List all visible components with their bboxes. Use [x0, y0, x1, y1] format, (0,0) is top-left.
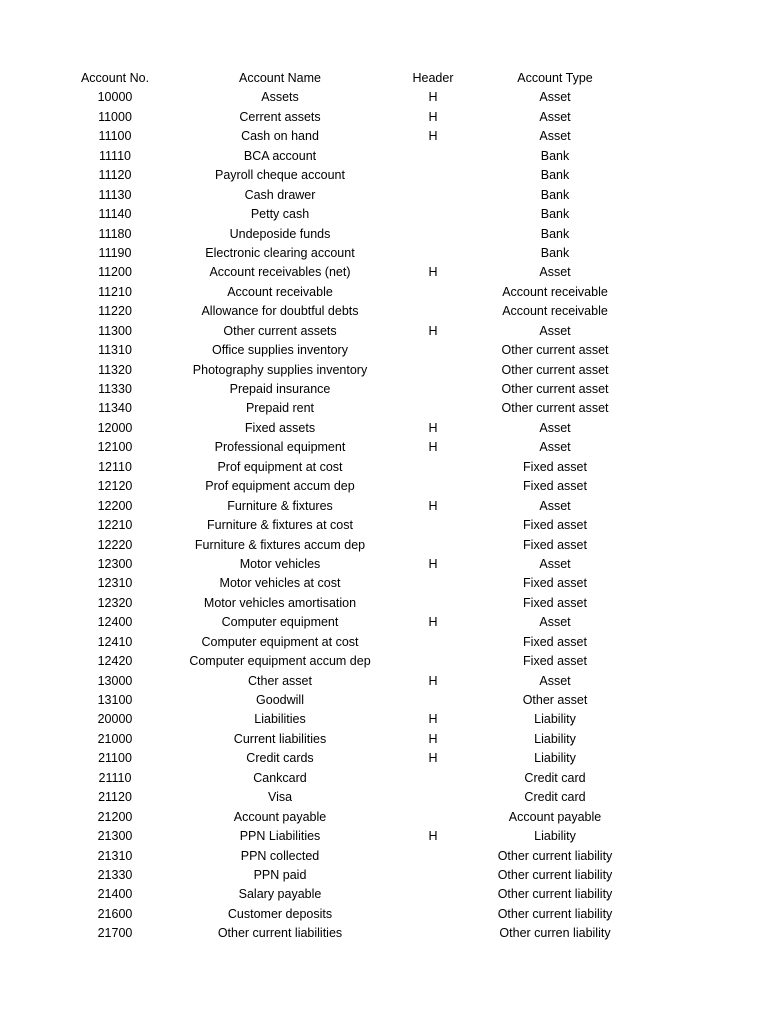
account-type-cell: Asset	[539, 498, 571, 513]
table-row	[0, 88, 768, 107]
account-no-cell: 11320	[98, 362, 132, 377]
account-name-cell: Undeposide funds	[229, 226, 331, 241]
table-row	[0, 672, 768, 691]
account-name-cell: Furniture & fixtures accum dep	[194, 537, 366, 552]
account-type-cell: Asset	[539, 265, 571, 280]
account-type-cell: Asset	[539, 420, 571, 435]
table-row	[0, 516, 768, 535]
table-row	[0, 302, 768, 321]
table-row	[0, 574, 768, 593]
account-name-cell: Payroll cheque account	[215, 168, 345, 183]
account-no-cell: 21110	[98, 770, 132, 785]
account-no-cell: 11120	[98, 168, 132, 183]
header-flag-cell: H	[428, 751, 438, 766]
header-flag-cell: H	[428, 90, 438, 105]
account-type-cell: Bank	[540, 148, 570, 163]
account-type-cell: Fixed asset	[523, 634, 587, 649]
account-name-cell: Prepaid insurance	[229, 382, 331, 396]
table-row	[0, 788, 768, 807]
account-type-cell: Asset	[539, 109, 571, 124]
account-no-cell: 11180	[98, 226, 132, 241]
account-no-cell: 21000	[97, 731, 133, 746]
account-name-cell: PPN paid	[253, 867, 307, 882]
account-name-cell: Furniture & fixtures at cost	[207, 518, 353, 533]
account-type-cell: Bank	[540, 187, 570, 202]
account-no-cell: 21600	[97, 906, 133, 921]
account-name-cell: Professional equipment	[214, 440, 346, 455]
account-no-cell: 21310	[97, 848, 133, 863]
table-row	[0, 419, 768, 438]
account-name-cell: Prof equipment accum dep	[205, 479, 355, 494]
table-row	[0, 322, 768, 341]
account-no-cell: 12420	[97, 654, 133, 669]
account-name-cell: Customer deposits	[227, 906, 333, 921]
account-type-cell: Fixed asset	[523, 459, 587, 474]
header-flag-cell: H	[428, 498, 438, 513]
account-no-cell: 11210	[98, 284, 132, 299]
table-row	[0, 399, 768, 418]
account-name-cell: Credit cards	[246, 751, 314, 766]
account-name-cell: Current liabilities	[233, 731, 327, 746]
table-row	[0, 885, 768, 904]
account-no-cell: 11140	[98, 207, 132, 222]
account-no-cell: 12320	[97, 595, 133, 610]
account-no-cell: 21330	[97, 867, 133, 882]
account-type-cell: Other asset	[522, 693, 588, 707]
account-no-cell: 12310	[97, 576, 133, 591]
account-type-cell: Bank	[540, 168, 570, 183]
account-type-cell: Other current liability	[497, 906, 613, 921]
table-row	[0, 205, 768, 224]
header-flag-cell: H	[428, 556, 438, 571]
column-header-account-no: Account No.	[80, 71, 150, 85]
account-no-cell: 13000	[97, 673, 133, 688]
account-no-cell: 11110	[99, 148, 131, 163]
account-name-cell: Computer equipment at cost	[201, 634, 359, 649]
account-name-cell: Computer equipment accum dep	[189, 654, 371, 669]
account-no-cell: 21100	[98, 751, 132, 766]
account-type-cell: Other current asset	[501, 401, 609, 416]
table-row	[0, 458, 768, 477]
table-row	[0, 847, 768, 866]
account-name-cell: PPN collected	[240, 848, 320, 863]
account-name-cell: Motor vehicles at cost	[219, 576, 341, 591]
account-type-cell: Fixed asset	[523, 654, 587, 669]
table-row	[0, 380, 768, 399]
account-no-cell: 12220	[97, 537, 133, 552]
account-name-cell: Goodwill	[256, 693, 304, 707]
account-name-cell: Motor vehicles	[239, 556, 321, 571]
account-no-cell: 11200	[98, 265, 132, 280]
table-row	[0, 244, 768, 263]
table-row	[0, 924, 768, 943]
table-row	[0, 361, 768, 380]
table-row	[0, 769, 768, 788]
account-name-cell: BCA account	[243, 148, 317, 163]
table-row	[0, 438, 768, 457]
account-name-cell: Office supplies inventory	[212, 343, 348, 358]
account-no-cell: 21300	[97, 829, 133, 844]
account-type-cell: Account receivable	[502, 284, 608, 299]
account-type-cell: Fixed asset	[523, 595, 587, 610]
account-name-cell: Account receivable	[227, 284, 333, 299]
account-type-cell: Fixed asset	[523, 479, 587, 494]
account-no-cell: 12400	[97, 615, 133, 630]
account-no-cell: 12200	[97, 498, 133, 513]
table-row	[0, 808, 768, 827]
header-flag-cell: H	[428, 420, 438, 435]
account-name-cell: Cash on hand	[241, 129, 319, 144]
account-name-cell: Motor vehicles amortisation	[203, 595, 357, 610]
account-type-cell: Account payable	[508, 809, 602, 824]
column-header-account-type: Account Type	[517, 71, 593, 85]
account-no-cell: 12100	[97, 440, 133, 455]
account-type-cell: Asset	[539, 323, 571, 338]
account-no-cell: 12120	[97, 479, 133, 494]
account-no-cell: 12300	[97, 556, 133, 571]
account-type-cell: Account receivable	[502, 304, 608, 319]
account-no-cell: 11190	[98, 245, 132, 260]
account-type-cell: Other current liability	[497, 887, 613, 902]
account-type-cell: Other curren liability	[499, 926, 611, 941]
table-row	[0, 283, 768, 302]
account-no-cell: 12000	[97, 420, 133, 435]
account-type-cell: Credit card	[524, 770, 586, 785]
table-header-row	[0, 69, 768, 88]
account-name-cell: Prof equipment at cost	[217, 459, 343, 474]
account-name-cell: Visa	[267, 790, 293, 805]
account-no-cell: 13100	[97, 693, 133, 707]
account-type-cell: Credit card	[524, 790, 586, 805]
header-flag-cell: H	[428, 323, 438, 338]
table-row	[0, 730, 768, 749]
account-name-cell: Account receivables (net)	[209, 265, 351, 280]
account-name-cell: Fixed assets	[244, 420, 316, 435]
table-row	[0, 652, 768, 671]
account-name-cell: Allowance for doubtful debts	[201, 304, 359, 319]
account-no-cell: 12110	[98, 459, 132, 474]
account-type-cell: Other current asset	[501, 382, 609, 396]
column-header-account-name: Account Name	[239, 71, 321, 85]
table-row	[0, 477, 768, 496]
account-name-cell: Other current liabilities	[217, 926, 343, 941]
table-row	[0, 905, 768, 924]
account-no-cell: 11340	[98, 401, 132, 416]
table-row	[0, 633, 768, 652]
column-header-header: Header	[412, 71, 454, 85]
account-name-cell: Petty cash	[250, 207, 310, 222]
account-no-cell: 11220	[98, 304, 132, 319]
account-name-cell: Photography supplies inventory	[192, 362, 368, 377]
account-no-cell: 11330	[98, 382, 132, 396]
table-row	[0, 263, 768, 282]
header-flag-cell: H	[428, 129, 438, 144]
table-row	[0, 341, 768, 360]
account-no-cell: 11300	[98, 323, 132, 338]
account-name-cell: Furniture & fixtures	[227, 498, 333, 513]
table-row	[0, 594, 768, 613]
account-name-cell: Cankcard	[253, 770, 307, 785]
header-flag-cell: H	[428, 440, 438, 455]
account-type-cell: Liability	[534, 829, 576, 844]
account-type-cell: Asset	[539, 673, 571, 688]
table-row	[0, 147, 768, 166]
account-type-cell: Liability	[534, 731, 576, 746]
account-name-cell: Other current assets	[223, 323, 337, 338]
account-name-cell: Account payable	[233, 809, 327, 824]
table-row	[0, 710, 768, 729]
account-type-cell: Fixed asset	[523, 576, 587, 591]
account-type-cell: Bank	[540, 226, 570, 241]
table-row	[0, 186, 768, 205]
account-name-cell: Assets	[261, 90, 299, 105]
account-type-cell: Liability	[534, 712, 576, 727]
header-flag-cell: H	[428, 265, 438, 280]
account-no-cell: 21700	[97, 926, 133, 941]
table-row	[0, 127, 768, 146]
account-name-cell: PPN Liabilities	[239, 829, 321, 844]
table-body	[0, 88, 768, 943]
table-row	[0, 536, 768, 555]
table-row	[0, 555, 768, 574]
account-type-cell: Asset	[539, 615, 571, 630]
account-name-cell: Computer equipment	[221, 615, 339, 630]
account-type-cell: Asset	[539, 90, 571, 105]
account-type-cell: Bank	[540, 245, 570, 260]
table-row	[0, 749, 768, 768]
table-row	[0, 613, 768, 632]
account-name-cell: Electronic clearing account	[205, 245, 355, 260]
table-row	[0, 108, 768, 127]
account-no-cell: 11130	[98, 187, 132, 202]
account-no-cell: 11000	[98, 109, 132, 124]
account-no-cell: 20000	[97, 712, 133, 727]
table-row	[0, 866, 768, 885]
account-type-cell: Asset	[539, 556, 571, 571]
account-table	[0, 69, 768, 944]
account-type-cell: Fixed asset	[523, 518, 587, 533]
table-row	[0, 497, 768, 516]
account-no-cell: 12410	[97, 634, 133, 649]
account-no-cell: 11100	[98, 129, 132, 144]
account-type-cell: Fixed asset	[523, 537, 587, 552]
table-row	[0, 225, 768, 244]
account-no-cell: 21120	[98, 790, 132, 805]
account-type-cell: Other current liability	[497, 867, 613, 882]
account-type-cell: Other current asset	[501, 362, 609, 377]
account-name-cell: Cerrent assets	[239, 109, 321, 124]
account-type-cell: Other current asset	[501, 343, 609, 358]
account-type-cell: Asset	[539, 129, 571, 144]
account-name-cell: Liabilities	[254, 712, 306, 727]
account-type-cell: Other current liability	[497, 848, 613, 863]
table-row	[0, 827, 768, 846]
header-flag-cell: H	[428, 615, 438, 630]
account-name-cell: Salary payable	[238, 887, 322, 902]
header-flag-cell: H	[428, 712, 438, 727]
account-no-cell: 12210	[97, 518, 133, 533]
account-name-cell: Prepaid rent	[245, 401, 315, 416]
account-type-cell: Asset	[539, 440, 571, 455]
header-flag-cell: H	[428, 109, 438, 124]
account-name-cell: Cther asset	[248, 673, 312, 688]
account-type-cell: Bank	[540, 207, 570, 222]
header-flag-cell: H	[428, 829, 438, 844]
table-row	[0, 691, 768, 710]
account-no-cell: 21200	[97, 809, 133, 824]
header-flag-cell: H	[428, 731, 438, 746]
account-no-cell: 11310	[98, 343, 132, 358]
account-name-cell: Cash drawer	[244, 187, 316, 202]
header-flag-cell: H	[428, 673, 438, 688]
table-row	[0, 166, 768, 185]
account-no-cell: 21400	[97, 887, 133, 902]
account-type-cell: Liability	[534, 751, 576, 766]
account-no-cell: 10000	[97, 90, 133, 105]
